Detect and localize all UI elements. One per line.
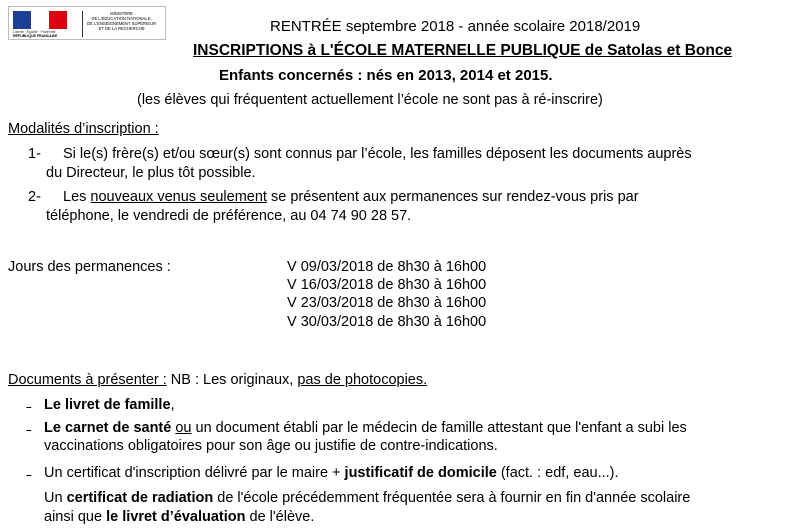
document-2-rest: un document établi par le médecin de famille attestant que l'enfant a subi les bbox=[191, 420, 687, 436]
reinscription-note: (les élèves qui fréquentent actuellement l’école ne sont pas à ré-inscrire) bbox=[137, 92, 603, 108]
logo-motto: Liberté · Égalité · Fraternité bbox=[13, 30, 56, 34]
document-3 bbox=[44, 464, 619, 483]
document-4-line2-pre: ainsi que bbox=[44, 509, 107, 525]
logo-ministry-text bbox=[87, 11, 156, 31]
document-1-rest: , bbox=[170, 397, 175, 413]
logo-ministry-line: DE L'ÉDUCATION NATIONALE, bbox=[91, 16, 152, 21]
document-2-ou: ou bbox=[175, 420, 192, 436]
document-4-line2 bbox=[44, 508, 314, 527]
permanence-date: V 23/03/2018 de 8h30 à 16h00 bbox=[287, 295, 487, 311]
modalite-2-number: 2- bbox=[28, 189, 41, 205]
document-1 bbox=[44, 396, 175, 415]
logo-ministry-line: ET DE LA RECHERCHE bbox=[98, 26, 145, 31]
document-3-post: (fact. : edf, eau...). bbox=[496, 465, 619, 481]
documents-heading-line bbox=[8, 371, 427, 390]
bullet-dash: – bbox=[26, 425, 32, 436]
modalite-2-underlined: nouveaux venus seulement bbox=[90, 189, 267, 205]
document-3-bold: justificatif de domicile bbox=[344, 465, 497, 481]
document-4-mid: de l'école précédemment fréquentée sera à fournir en fin d'année scolaire bbox=[213, 490, 691, 506]
flag-white-band bbox=[31, 11, 49, 29]
page-title: RENTRÉE septembre 2018 - année scolaire 2018/2019 bbox=[270, 18, 641, 35]
modalites-heading: Modalités d’inscription : bbox=[8, 121, 159, 137]
document-3-pre: Un certificat d'inscription délivré par le maire + bbox=[44, 465, 345, 481]
modalite-2-pre: Les bbox=[63, 189, 91, 205]
logo-ministry-line: DE L'ENSEIGNEMENT SUPÉRIEUR bbox=[87, 21, 157, 26]
modalite-2-line2: téléphone, le vendredi de préférence, au 04 74 90 28 57. bbox=[46, 208, 412, 224]
modalite-2-line1 bbox=[63, 188, 639, 207]
documents-nb-underlined: pas de photocopies. bbox=[297, 372, 428, 388]
document-4-line1 bbox=[44, 489, 690, 508]
modalite-1-line2: du Directeur, le plus tôt possible. bbox=[46, 165, 256, 181]
modalite-1-line1: Si le(s) frère(s) et/ou sœur(s) sont connus par l’école, les familles déposent les documents auprès bbox=[63, 146, 692, 162]
document-4-bold: certificat de radiation bbox=[66, 490, 214, 506]
page-subtitle: INSCRIPTIONS à L'ÉCOLE MATERNELLE PUBLIQUE de Satolas et Bonce bbox=[193, 42, 733, 59]
document-2-bold: Le carnet de santé bbox=[44, 420, 172, 436]
flag-red-band bbox=[49, 11, 67, 29]
document-4-pre: Un bbox=[44, 490, 67, 506]
document-4-line2-bold: le livret d’évaluation bbox=[106, 509, 246, 525]
children-concerned: Enfants concernés : nés en 2013, 2014 et 2015. bbox=[219, 67, 553, 84]
permanence-date: V 16/03/2018 de 8h30 à 16h00 bbox=[287, 277, 487, 293]
document-1-bold: Le livret de famille bbox=[44, 397, 171, 413]
marianne-flag-icon bbox=[13, 11, 67, 29]
bullet-dash: – bbox=[26, 470, 32, 481]
permanence-date: V 09/03/2018 de 8h30 à 16h00 bbox=[287, 259, 487, 275]
modalite-2-post: se présentent aux permanences sur rendez-vous pris par bbox=[266, 189, 639, 205]
modalite-1-number: 1- bbox=[28, 146, 41, 162]
permanence-date: V 30/03/2018 de 8h30 à 16h00 bbox=[287, 314, 487, 330]
documents-heading: Documents à présenter : bbox=[8, 372, 167, 388]
logo-republic: RÉPUBLIQUE FRANÇAISE bbox=[13, 34, 58, 38]
bullet-dash: – bbox=[26, 402, 32, 413]
documents-nb: NB : Les originaux, bbox=[166, 372, 298, 388]
permanences-label: Jours des permanences : bbox=[8, 259, 171, 275]
logo-divider bbox=[82, 11, 83, 37]
document-2-line1 bbox=[44, 419, 687, 438]
flag-blue-band bbox=[13, 11, 31, 29]
document-2-line2: vaccinations obligatoires pour son âge ou justifie de contre-indications. bbox=[44, 438, 498, 454]
document-4-line2-post: de l'élève. bbox=[245, 509, 315, 525]
logo-ministry-line: MINISTÈRE bbox=[110, 11, 133, 16]
ministry-logo bbox=[8, 6, 166, 40]
